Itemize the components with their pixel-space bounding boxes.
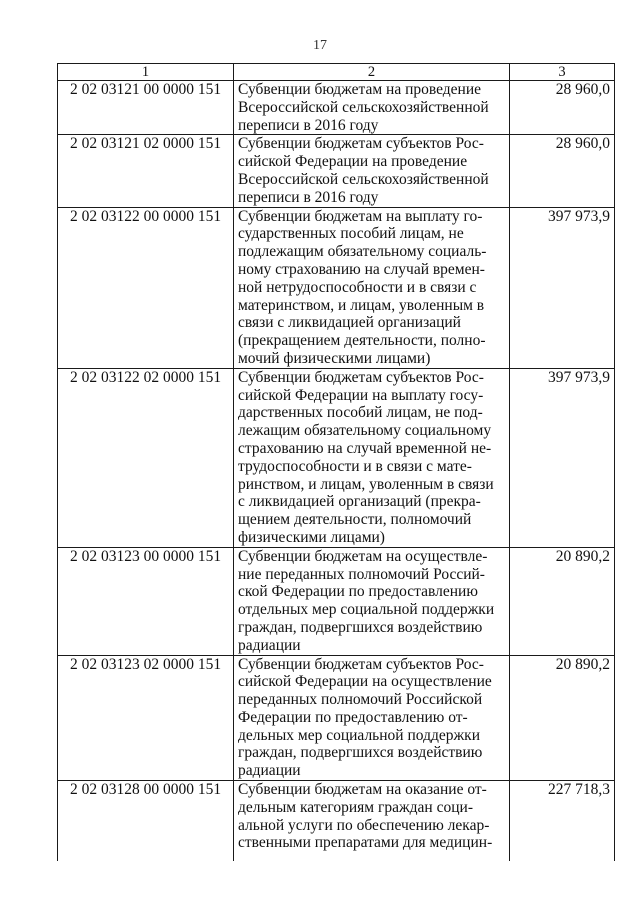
description-line: сийской Федерации на проведение: [238, 153, 468, 171]
description-line: радиации: [238, 762, 301, 780]
description-line: сийской Федерации на выплату госу-: [238, 386, 484, 404]
amount-thousand-rubles: 28 960,0: [510, 135, 615, 207]
description-line: ние переданных полномочий Россий-: [238, 565, 485, 583]
budget-classification-code: 2 02 03122 00 0000 151: [58, 207, 234, 368]
column-header-1: 1: [58, 64, 234, 81]
description-line: страхованию на случай временной не-: [238, 439, 492, 457]
description-line: Субвенции бюджетам на проведение: [238, 81, 482, 98]
description-line: Всероссийской сельскохозяйственной: [238, 98, 489, 116]
column-header-3: 3: [510, 64, 615, 81]
description-line: щением деятельности, полномочий: [238, 511, 472, 529]
description-line: Субвенции бюджетам на выплату го-: [238, 207, 483, 225]
description-line: Федерации по предоставлению от-: [238, 708, 468, 726]
description-line: мочий физическими лицами): [238, 349, 431, 367]
description-line: подлежащим обязательному социаль-: [238, 243, 487, 261]
column-header-2: 2: [234, 64, 510, 81]
revenue-description: [234, 368, 510, 547]
table-row: [58, 368, 615, 547]
description-line: Всероссийской сельскохозяйственной: [238, 170, 489, 188]
description-line: дельных мер социальной поддержки: [238, 726, 481, 744]
budget-classification-code: 2 02 03128 00 0000 151: [58, 781, 234, 862]
table-body: [58, 81, 615, 862]
amount-thousand-rubles: 28 960,0: [510, 81, 615, 135]
description-line: дельным категориям граждан соци-: [238, 798, 473, 816]
column-number-header-row: [58, 64, 615, 81]
description-line: ринством, и лицам, уволенным в связи: [238, 475, 494, 493]
description-line: переписи в 2016 году: [238, 116, 379, 134]
description-line: радиации: [238, 636, 301, 654]
description-line: граждан, подвергшихся воздействию: [238, 744, 483, 762]
description-line: переписи в 2016 году: [238, 188, 379, 206]
budget-classification-code: 2 02 03123 00 0000 151: [58, 547, 234, 655]
description-line: связи с ликвидацией организаций: [238, 314, 461, 332]
budget-revenue-table: [57, 63, 615, 861]
description-line: ному страхованию на случай времен-: [238, 260, 485, 278]
table-row: [58, 135, 615, 207]
description-line: Субвенции бюджетам на оказание от-: [238, 781, 487, 799]
amount-thousand-rubles: 397 973,9: [510, 368, 615, 547]
budget-classification-code: 2 02 03123 02 0000 151: [58, 655, 234, 781]
amount-thousand-rubles: 20 890,2: [510, 655, 615, 781]
amount-thousand-rubles: 227 718,3: [510, 781, 615, 862]
amount-thousand-rubles: 397 973,9: [510, 207, 615, 368]
description-line: Субвенции бюджетам субъектов Рос-: [238, 368, 484, 386]
revenue-description: [234, 135, 510, 207]
table-row: [58, 547, 615, 655]
description-line: трудоспособности и в связи с мате-: [238, 457, 472, 475]
table-row: [58, 207, 615, 368]
revenue-description: [234, 655, 510, 781]
revenue-description: [234, 547, 510, 655]
description-line: Субвенции бюджетам субъектов Рос-: [238, 135, 484, 153]
description-line: лежащим обязательному социальному: [238, 422, 492, 440]
description-line: граждан, подвергшихся воздействию: [238, 618, 483, 636]
page-number: 17: [313, 38, 327, 53]
description-line: с ликвидацией организаций (прекра-: [238, 493, 481, 511]
amount-thousand-rubles: 20 890,2: [510, 547, 615, 655]
revenue-description: [234, 207, 510, 368]
description-line: сийской Федерации на осуществление: [238, 673, 492, 691]
description-line: (прекращением деятельности, полно-: [238, 332, 486, 350]
description-line: ской Федерации по предоставлению: [238, 583, 478, 601]
description-line: материнством, и лицам, уволенным в: [238, 296, 485, 314]
description-line: отдельных мер социальной поддержки: [238, 601, 495, 619]
description-line: альной услуги по обеспечению лекар-: [238, 816, 490, 834]
description-line: переданных полномочий Российской: [238, 691, 483, 709]
table-row: [58, 655, 615, 781]
description-line: ной нетрудоспособности и в связи с: [238, 278, 477, 296]
budget-classification-code: 2 02 03121 00 0000 151: [58, 81, 234, 135]
description-line: сударственных пособий лицам, не: [238, 225, 464, 243]
description-line: физическими лицами): [238, 528, 385, 546]
revenue-description: [234, 81, 510, 135]
page-bottom-margin: [57, 843, 614, 905]
budget-classification-code: 2 02 03122 02 0000 151: [58, 368, 234, 547]
description-line: Субвенции бюджетам на осуществле-: [238, 547, 488, 565]
description-line: ственными препаратами для медицин-: [238, 834, 493, 852]
description-line: дарственных пособий лицам, не под-: [238, 404, 483, 422]
description-line: Субвенции бюджетам субъектов Рос-: [238, 655, 484, 673]
budget-classification-code: 2 02 03121 02 0000 151: [58, 135, 234, 207]
table-row: [58, 81, 615, 135]
